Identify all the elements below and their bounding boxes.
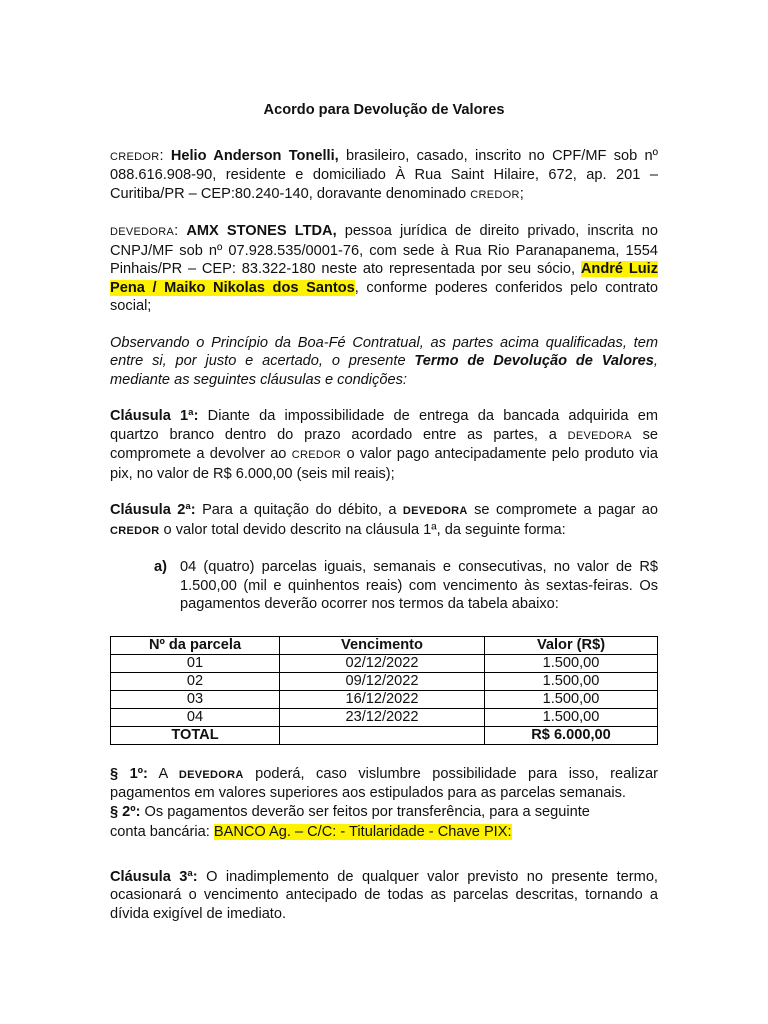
clausula-2-item-a	[154, 558, 658, 614]
header-valor: Valor (R$)	[485, 636, 658, 654]
conta-bancaria	[110, 823, 658, 842]
document-title: Acordo para Devolução de Valores	[263, 102, 505, 118]
paragrafo-1-label: § 1º:	[110, 765, 148, 782]
cell-valor: 1.500,00	[485, 708, 658, 726]
preambulo-term: Termo de Devolução de Valores	[414, 353, 654, 369]
header-parcela: Nº da parcela	[111, 636, 280, 654]
paragrafo-2-label: § 2º:	[110, 803, 141, 820]
paragrafo-2	[110, 803, 658, 822]
clausula-3-text: O inadimplemento de qualquer valor previsto no presente termo, ocasionará o vencimento antecipado de todas as parcelas descritas, tornando a dívida exigível de imediato.	[110, 868, 658, 922]
representantes-highlight: André Luiz Pena / Maiko Nikolas dos Santos	[110, 261, 658, 296]
cell-parcela: 03	[111, 690, 280, 708]
banco-highlight: BANCO Ag. – C/C: - Titularidade - Chave PIX:	[213, 824, 512, 840]
clausula-2-credor: CREDOR	[110, 524, 160, 537]
credor-label: CREDOR	[110, 150, 160, 163]
paragrafo-1-devedora: DEVEDORA	[178, 768, 244, 781]
clausula-1-text-1: Diante da impossibilidade de entrega da bancada adquirida em quartzo branco dentro do prazo acordado entre as partes, a	[110, 408, 658, 443]
clausula-1-text-3: o valor pago antecipadamente pelo produto via pix, no valor de R$ 6.000,00 (seis mil reais);	[110, 446, 658, 482]
credor-term: CREDOR	[470, 188, 520, 201]
paragrafo-1-text-2: poderá, caso vislumbre possibilidade para isso, realizar pagamentos em valores superiores aos estipulados para as parcelas semanais.	[110, 765, 659, 801]
table-row	[111, 708, 658, 726]
table-header-row	[111, 636, 658, 654]
cell-vencimento: 02/12/2022	[280, 654, 485, 672]
clausula-3	[110, 868, 658, 924]
devedora-paragraph: DEVEDORA: AMX STONES LTDA, pessoa jurídica de direito privado, inscrita no CNPJ/MF sob nº 07.928.535/0001-76, com sede à Rua Rio Paranapanema, 1554 Pinhais/PR – CEP: 83.322-180 neste ato representada por seu sócio, André Luiz Pena / Maiko Nikolas dos Santos, conforme poderes conferidos pelo contrato social;	[110, 223, 658, 314]
devedora-name: AMX STONES LTDA,	[186, 223, 337, 239]
total-value: R$ 6.000,00	[485, 726, 658, 744]
clausula-2-text-3: o valor total devido descrito na cláusula 1ª, da seguinte forma:	[159, 521, 566, 538]
preambulo-paragraph	[110, 334, 658, 390]
preambulo-text-2: , mediante as seguintes cláusulas e condições:	[110, 353, 658, 388]
paragrafo-2-text-1: Os pagamentos deverão ser feitos por transferência, para a seguinte	[140, 803, 590, 820]
paragrafo-1	[110, 765, 658, 803]
cell-vencimento: 16/12/2022	[280, 690, 485, 708]
cell-parcela: 01	[111, 654, 280, 672]
clausula-2-text-2: se compromete a pagar ao	[467, 502, 659, 518]
clausula-3-label: Cláusula 3ª:	[110, 868, 198, 885]
clausula-2-label: Cláusula 2ª:	[110, 502, 196, 518]
header-vencimento: Vencimento	[280, 636, 485, 654]
clausula-1-credor: CREDOR	[291, 449, 342, 461]
cell-valor: 1.500,00	[485, 690, 658, 708]
credor-name: Helio Anderson Tonelli,	[170, 147, 339, 164]
clausula-1-text-2: se compromete a devolver ao	[110, 426, 659, 462]
clausula-2-text-1: Para a quitação do débito, a	[195, 502, 403, 518]
devedora-text: pessoa jurídica de direito privado, inscrita no CNPJ/MF sob nº 07.928.535/0001-76, com sede à Rua Rio Paranapanema, 1554 Pinhais/PR – CEP: 83.322-180 neste ato representada por seu sócio,	[110, 223, 658, 277]
cell-parcela: 02	[111, 672, 280, 690]
clausula-1	[110, 407, 658, 483]
cell-vencimento: 23/12/2022	[280, 708, 485, 726]
cell-valor: 1.500,00	[485, 672, 658, 690]
credor-paragraph: CREDOR: Helio Anderson Tonelli, brasileiro, casado, inscrito no CPF/MF sob nº 088.616.908-90, residente e domiciliado À Rua Saint Hilaire, 672, ap. 201 – Curitiba/PR – CEP:80.240-140, doravante denominado CREDOR;	[110, 147, 659, 202]
table-row	[111, 654, 658, 672]
cell-valor: 1.500,00	[485, 654, 658, 672]
clausula-2-devedora: DEVEDORA	[402, 505, 468, 517]
item-a-text: 04 (quatro) parcelas iguais, semanais e consecutivas, no valor de R$ 1.500,00 (mil e quinhentos reais) com vencimento às sextas-feiras. Os pagamentos deverão ocorrer nos termos da tabela abaixo:	[180, 559, 658, 612]
table-row	[111, 690, 658, 708]
credor-end: ;	[519, 185, 524, 202]
parcelas-table	[110, 636, 658, 745]
clausula-2	[110, 501, 658, 540]
table-row	[111, 672, 658, 690]
cell-vencimento: 09/12/2022	[280, 672, 485, 690]
preambulo-text-1: Observando o Princípio da Boa-Fé Contratual, as partes acima qualificadas, tem entre si, por justo e acertado, o presente	[110, 334, 658, 369]
devedora-end: , conforme poderes conferidos pelo contrato social;	[110, 279, 658, 314]
conta-bancaria-label: conta bancária:	[110, 824, 214, 840]
credor-text: brasileiro, casado, inscrito no CPF/MF sob nº 088.616.908-90, residente e domiciliado À Rua Saint Hilaire, 672, ap. 201 – Curitiba/PR – CEP:80.240-140, doravante denominado	[110, 147, 659, 202]
devedora-label: DEVEDORA	[110, 226, 175, 238]
document-body	[110, 101, 658, 923]
paragrafo-1-text-1: A	[147, 765, 179, 782]
clausula-1-devedora: DEVEDORA	[567, 429, 632, 442]
item-a-label: a)	[154, 559, 167, 575]
table-total-row	[111, 726, 658, 744]
cell-parcela: 04	[111, 708, 280, 726]
total-empty-cell	[280, 726, 485, 744]
total-label: TOTAL	[111, 726, 280, 744]
clausula-1-label: Cláusula 1ª:	[110, 408, 199, 424]
